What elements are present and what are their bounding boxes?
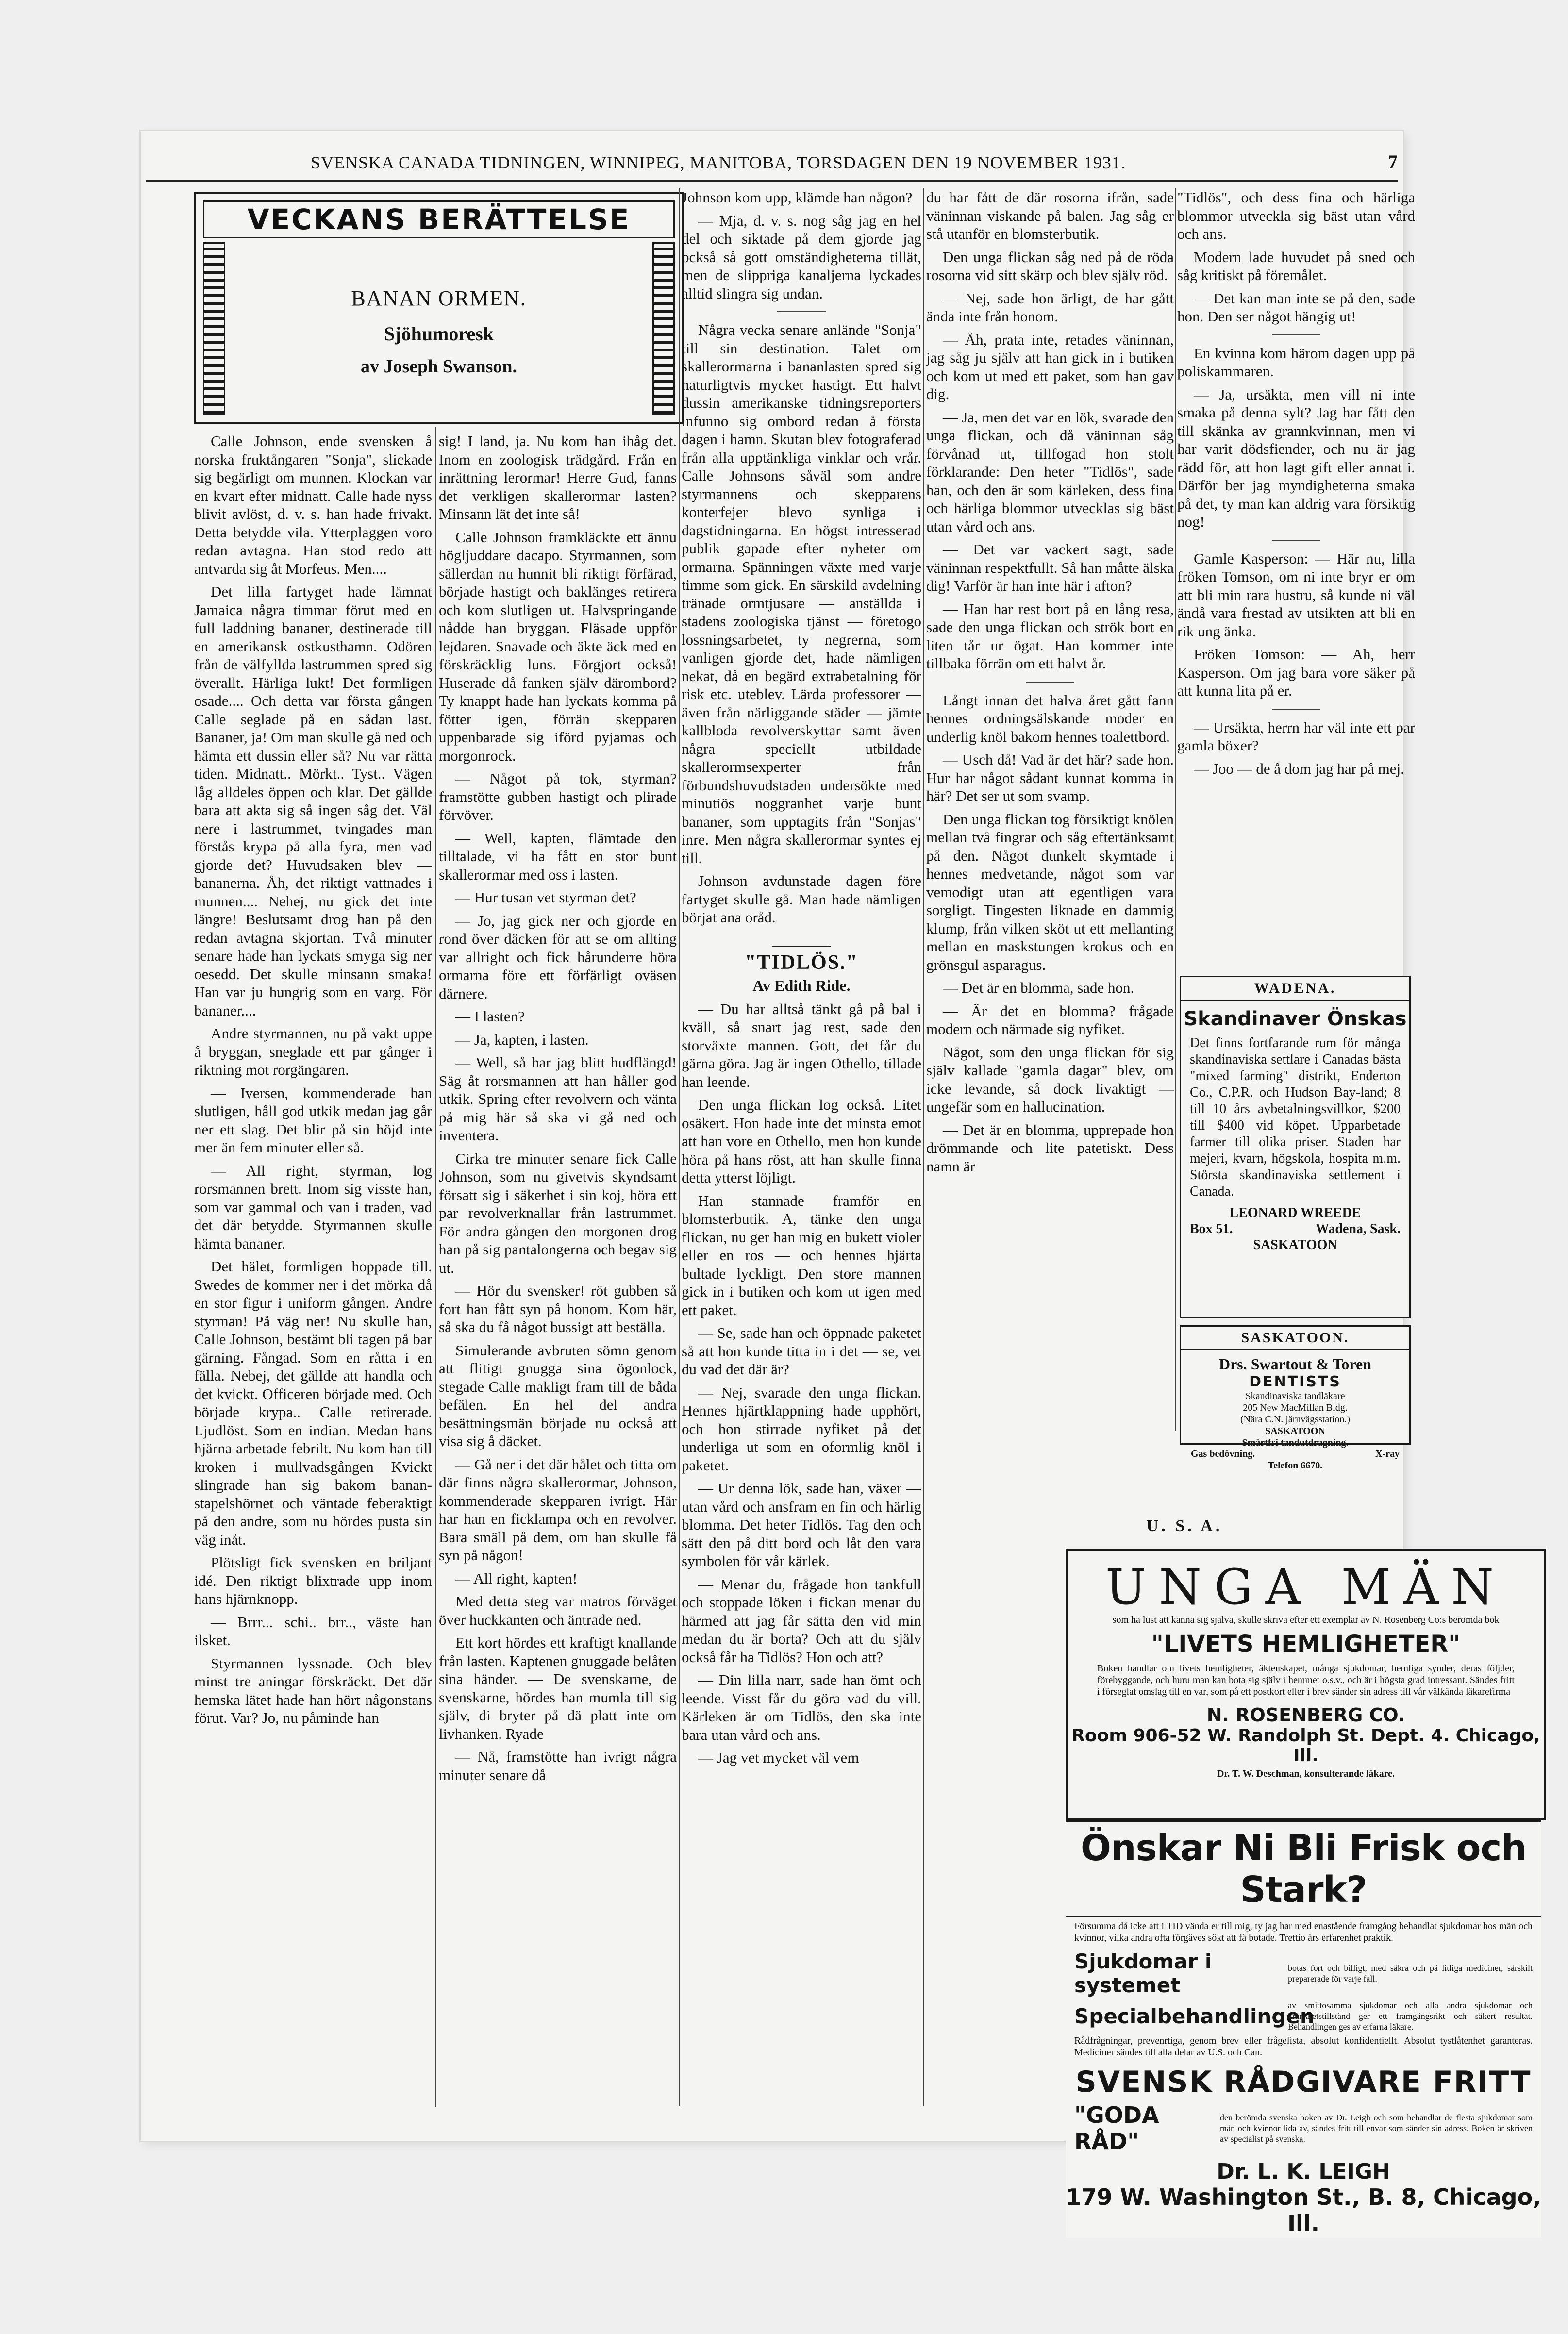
ad-split-row [1066, 1950, 1541, 1997]
paragraph: — Åh, prata inte, retades väninnan, jag såg ju själv att han gick in i butiken och kom ut med ett paket, som han gav dig. [926, 331, 1174, 402]
story-byline: av Joseph Swanson. [360, 356, 517, 377]
paragraph: — Ja, ursäkta, men vill ni inte smaka på denna sylt? Jag har fått den till skänka av grannkvinnan, men vi har varit dödsfiender, och nu är jag rädd för, att hon lagt gift eller annat i. Därför ber jag myndigheterna smaka på det, ty man kan aldrig vara försiktig nog! [1177, 385, 1415, 530]
ad-city: SASKATOON [1265, 1426, 1325, 1436]
newspaper-page [141, 131, 1541, 2236]
paragraph: — Well, kapten, flämtade den tilltalade, vi ha fått en stor bunt skallerormar med oss i lasten. [439, 829, 677, 883]
paragraph: — Hur tusan vet styrman det? [455, 889, 636, 906]
paragraph: — Nej, svarade den unga flickan. Hennes hjärtklappning hade upphört, och hon stirrade nyfiket på det underliga ut som en oformlig knöl i paketet. [682, 1384, 921, 1474]
ad-subtext: av smittosamma sjukdomar och alla andra sjukdomar och krankhetstillstånd ger ett framgångsrikt och säkert resultat. Behandlingen ges av erfarna läkare. [1288, 2001, 1533, 2032]
ad-line: (Nära C.N. järnvägsstation.) [1240, 1414, 1351, 1425]
paragraph: — Gå ner i det där hålet och titta om där finns några skallerormar, Johnson, kommenderade skepparen ivrigt. Här har han en ficklampa och en revolver. Bara smäll på dem, om han skulle få syn på någon! [439, 1455, 677, 1564]
paragraph: — Du har alltså tänkt gå på bal i kväll, så snart jag rest, sade den storväxte mannen. Gott, det får du gärna göra. Jag är ingen Othello, tillade han leende. [682, 1000, 921, 1090]
paragraph: — Är det en blomma? frågade modern och närmade sig nyfiket. [926, 1002, 1174, 1037]
health-ad [1066, 1820, 1541, 2238]
paragraph: Ett kort hördes ett kraftigt knallande från lasten. Kaptenen gnuggade belåten sina händer. — De svenskarne, de svenskarne, hördes han mumla till sig själv, di bryter på dä platt inte om livhanken. Ryade [439, 1634, 677, 1742]
section-break [1026, 682, 1074, 683]
paragraph: — Det är en blomma, sade hon. [943, 979, 1134, 996]
ad-line: X-ray [1375, 1449, 1400, 1459]
paragraph: du har fått de där rosorna ifrån, sade väninnan viskande på balen. Jag såg er stå utanför en blomsterbutik. [926, 189, 1174, 242]
ad-address: Room 906-52 W. Randolph St. Dept. 4. Chicago, Ill. [1071, 1726, 1540, 1766]
column-divider [679, 188, 680, 2106]
usa-heading: U. S. A. [1146, 1517, 1223, 1535]
paragraph: "Tidlös", och dess fina och härliga blommor utveckla sig bäst utan vård och ans. [1177, 189, 1415, 242]
paragraph: — I lasten? [455, 1008, 525, 1025]
paragraph: — All right, styrman, log rorsmannen brett. Inom sig visste han, som var gammal och van i traden, vad det där betydde. Styrmannen skulle hämta bananer. [194, 1162, 432, 1252]
ad-svensk-heading: SVENSK RÅDGIVARE FRITT [1075, 2065, 1532, 2099]
paragraph: Den unga flickan log också. Litet osäkert. Hon hade inte det minsta emot att han vore en Othello, men hon kunde höra på hans röst, att han skulle finna detta ytterst löjligt. [682, 1096, 921, 1186]
ad-intro: som ha lust att känna sig själva, skulle skriva efter ett exemplar av N. Rosenberg Co:s berömda bok [1112, 1615, 1500, 1625]
paragraph: Calle Johnson, ende svensken å norska fruktångaren "Sonja", slickade sig begärligt om munnen. Klockan var en kvart efter midnatt. Calle hade nyss blivit avlöst, d. v. s. han hade frivakt. Detta betydde vila. Ytterplaggen voro redan avtagna. Han stod redo att antvarda sig åt Morfeus. Men.... [194, 433, 432, 577]
paragraph: Simulerande avbruten sömn genom att flitigt gnugga sina ögonlock, stegade Calle makligt fram till de båda befälen. En hel del andra besättningsmän började nu också att visa sig å däcket. [439, 1341, 677, 1450]
ad-signature-row [1181, 1221, 1409, 1237]
paragraph: — Ur denna lök, sade han, växer — utan vård och ansfram en fin och härlig blomma. Det heter Tidlös. Tag den och sätt den på ditt bord och låt den vara symbolen för vår kärlek. [682, 1480, 921, 1569]
paragraph: — Det var vackert sagt, sade väninnan respektfullt. Så han måtte älska dig! Varför är han inte här i afton? [926, 541, 1174, 594]
ad-row [1181, 1449, 1409, 1460]
paragraph: — Något på tok, styrman? framstötte gubben hastigt och plirade förvöver. [439, 770, 677, 823]
dentists-ad [1180, 1325, 1411, 1471]
paragraph: Den unga flickan såg ned på de röda rosorna vid sitt skärp och blev själv röd. [926, 248, 1174, 283]
paragraph: — Hör du svensker! röt gubben så fort han fått syn på honom. Kom här, så ska du få något bussigt att beställa. [439, 1282, 677, 1335]
ad-subhead: Specialbehandlingen [1074, 2004, 1315, 2028]
paragraph: — Brrr... schi.. brr.., väste han ilsket. [194, 1613, 432, 1649]
header-rule [146, 180, 1398, 182]
ad-body: Boken handlar om livets hemligheter, äktenskapet, många sjukdomar, hemliga synder, deras följder, förebyggande, och huru man kan bota sig själv i hemmet o.s.v., och är i högsta grad intressant. Sändes fritt i förseglat omslag till en var, som på ett postkort eller i brev sänder sin adress till vår välkända läkarefirma [1097, 1663, 1515, 1697]
ad-address: 179 W. Washington St., B. 8, Chicago, Ill. [1066, 2184, 1541, 2236]
right-ornament [652, 242, 675, 415]
story-title: BANAN ORMEN. [351, 286, 527, 310]
paragraph: — All right, kapten! [455, 1569, 578, 1587]
paragraph: Johnson kom upp, klämde han någon? [682, 189, 913, 206]
paragraph: Fröken Tomson: — Ah, herr Kasperson. Om jag bara vore säker på att kunna lita på er. [1177, 646, 1415, 699]
ad-subtext: botas fort och billigt, med säkra och på litliga mediciner, särskilt preparerade för varje fall. [1288, 1963, 1533, 1984]
story-subtitle: Sjöhumoresk [384, 323, 494, 345]
paragraph: — Well, så har jag blitt hudflängd! Säg åt rorsmannen att han håller god utkik. Spring efter revolvern och vänta på mig här så ska vi gå ned och inventera. [439, 1054, 677, 1144]
ad-box: Box 51. [1190, 1221, 1233, 1236]
story-title-box [194, 192, 684, 424]
section-break [1272, 540, 1320, 541]
column-divider [1175, 188, 1176, 1431]
heading-rule [772, 946, 831, 947]
paragraph: Calle Johnson framkläckte ett ännu högljuddare dacapo. Styrmannen, som sällerdan nu hunnit bli riktigt förfärad, började hastigt och baklänges retirera och kom slutligen ut. Halvspringande nådde han bryggan. Fläsade uppför lejdaren. Snavade och äkte äck med en förskräcklig luns. Förgjort också! Huserade då fanken själv därombord? Ty knappt hade han lyckats komma på fötter igen, förrän skepparen uppenbarade sig iförd pyjamas och morgonrock. [439, 528, 677, 764]
paragraph: — Ursäkta, herrn har väl inte ett par gamla böxer? [1177, 718, 1415, 754]
paragraph: Den unga flickan tog försiktigt knölen mellan två fingrar och såg eftertänksamt på den. Något dunkelt skymtade i hennes medvetande, något som var vemodigt utan att egentligen vara sorgligt. Tingesten liknade en dammig klump, från vilken sköt ut ett mellanting mellan en maskstungen krokus och en grönsgul asparagus. [926, 810, 1174, 973]
paragraph: Cirka tre minuter senare fick Calle Johnson, som nu givetvis skyndsamt försatt sig i säkerhet i sin koj, höra ett par revolverknallar från lastrummet. För andra gången den morgonen drog han på sig pantalongerna och begav sig ut. [439, 1150, 677, 1276]
article-column-1 [194, 432, 432, 2107]
ad-signature-name: LEONARD WREEDE [1229, 1205, 1361, 1220]
ad-name: Drs. Swartout & Toren [1218, 1355, 1372, 1373]
paragraph: — Menar du, frågade hon tankfull och stoppade löken i fickan menar du härmed att jag får sätta den vid min medan du är borta? Och att du själv också får ha Tidlös? Hon och att? [682, 1575, 921, 1666]
unga-man-ad [1066, 1549, 1546, 1820]
ad-body: Det finns fortfarande rum för många skandinaviska settlare i Canadas bästa "mixed farming" distrikt, Enderton Co., C.P.R. och Hudson Bay-land; 8 till 10 års avbetalningsvillkor, $200 till $400 vid köpet. Upparbetade farmer till olika priser. Staden har mejeri, kvarn, högskola, hospita m.m. Största skandinaviska settlement i Canada. [1190, 1035, 1401, 1199]
ad-company: N. ROSENBERG CO. [1206, 1704, 1405, 1726]
paragraph: Något, som den unga flickan för sig själv kallade "gamla dagar" blev, om icke levande, så dock livaktigt — ungefär som en hallucination. [926, 1043, 1174, 1115]
article-column-5 [1177, 188, 1415, 965]
ad-doctor: Dr. L. K. LEIGH [1217, 2159, 1390, 2184]
ad-big-title: UNGA MÄN [1105, 1559, 1506, 1616]
ad-phone: Telefon 6670. [1268, 1460, 1323, 1471]
paragraph: — Ja, kapten, i lasten. [455, 1031, 589, 1048]
story2-byline: Av Edith Ride. [752, 977, 851, 994]
paragraph: — Nej, sade hon ärligt, de har gått ända inte från honom. [926, 289, 1174, 325]
title-block [225, 252, 652, 377]
story2-title: "TIDLÖS." [745, 951, 858, 974]
paragraph: Med detta steg var matros förväget över huckkanten och äntrade ned. [439, 1593, 677, 1628]
running-title: SVENSKA CANADA TIDNINGEN, WINNIPEG, MANITOBA, TORSDAGEN DEN 19 NOVEMBER 1931. [311, 153, 1126, 172]
paragraph: Modern lade huvudet på sned och såg kritiskt på föremålet. [1177, 248, 1415, 283]
ad-headline: Skandinaver Önskas [1184, 1008, 1407, 1030]
paragraph: Långt innan det halva året gått fann hennes ordningsälskande moder en underlig knöl bakom hennes toalettbord. [926, 691, 1174, 745]
ad-line: Smärtfri tandutdragning. [1242, 1437, 1349, 1448]
section-break [1272, 709, 1320, 710]
paragraph: Han stannade framför en blomsterbutik. A, tänke den unga flickan, nu ger han mig en bukett violer eller en ros — och hennes hjärta bultade lyckligt. Den store mannen gick in i butiken och kom ut igen med ett paket. [682, 1192, 921, 1318]
ad-body: Rådfrågningar, prevenrtiga, genom brev eller frågelista, absolut konfidentiellt. Absolut tystlåtenhet garanteras. Mediciner sändes till alla delar av U.S. och Can. [1074, 2035, 1533, 2058]
ad-dentists: DENTISTS [1249, 1373, 1341, 1390]
ad-book-title: "LIVETS HEMLIGHETER" [1151, 1631, 1461, 1658]
ad-body: Försummа då icke att i TID vända er till mig, ty jag har med enastående framgång behandlat sjukdomar hos män och kvinnor, vilka andra ofta förgäves sökt att få botade. Trettio års erfarenhet praktik. [1074, 1921, 1533, 1943]
section-break [1272, 334, 1320, 335]
paragraph: — Jag vet mycket väl vem [698, 1749, 859, 1766]
wadena-ad [1180, 976, 1411, 1318]
page-number: 7 [1388, 151, 1398, 173]
ad-city: SASKATOON [1253, 1237, 1337, 1252]
section-break [777, 311, 826, 312]
ad-line: Skandinaviska tandläkare [1245, 1391, 1345, 1401]
paragraph: Gamle Kasperson: — Här nu, lilla fröken Tomson, om ni inte bryr er om att bli min rara hustru, så kunde ni väl ändå vara frestad av utsikten att bli en rik ung änka. [1177, 550, 1415, 640]
ad-band: WADENA. [1181, 977, 1409, 1001]
paragraph: — Se, sade han och öppnade paketet så att hon kunde titta in i det — se, vet du vad det där är? [682, 1324, 921, 1378]
paragraph: — Nå, framstötte han ivrigt några minuter senare då [439, 1748, 677, 1784]
article-column-4 [926, 188, 1174, 1373]
paragraph: Plötsligt fick svensken en briljant idé. Den riktigt blixtrade upp inom hans hjärnknopp. [194, 1554, 432, 1607]
ad-headline: Önskar Ni Bli Frisk och Stark? [1066, 1820, 1541, 1917]
paragraph: Det hälet, formligen hoppade till. Swedes de kommer ner i det mörka då en stor figur i uniform gången. Andre styrman! På väg ner! Nu skulle han, Calle Johnson, bestämt bli tagen på bar gärning. Fångad. Som en råtta i en fälla. Nebej, det gällde att handla och det kvickt. Officeren började med. Och började krypa.. Calle retirerade. Ljudlöst. Som en indian. Medan hans hjärna arbetade febrilt. Nu kom han till kroken i mullvadsgången Kvickt slingrade han sig bakom bananstapelshörnet och väntade feberaktigt på den andre, som nu hördes pusta sin väg inåt. [194, 1258, 432, 1548]
ad-split-row [1066, 2000, 1541, 2032]
paragraph: — Iversen, kommenderade han slutligen, håll god utkik medan jag går ner ett slag. Det blir på sin höjd inte mer än fem minuter eller så. [194, 1084, 432, 1156]
paragraph: Andre styrmannen, nu på vakt uppe å bryggan, sneglade ett par gånger i riktning mot rorgängaren. [194, 1025, 432, 1078]
paragraph: — Han har rest bort på en lång resa, sade den unga flickan och strök bort en liten tår ur ögat. Han kommer inte tillbaka förrän om ett halvt år. [926, 600, 1174, 672]
paragraph: — Det kan man inte se på den, sade hon. Den ser något hängig ut! [1177, 289, 1415, 325]
paragraph: En kvinna kom härom dagen upp på poliskammaren. [1177, 344, 1415, 380]
paragraph: — Jo, jag gick ner och gjorde en rond över däcken för att se om allting var allright och fick hårunderre höra ormarna före ett förfärligt oväsen därnere. [439, 912, 677, 1002]
ad-subhead: Sjukdomar i systemet [1074, 1950, 1212, 1997]
left-ornament [203, 242, 225, 415]
paragraph: Några vecka senare anlände "Sonja" till sin destination. Talet om skallerormarna i bananlasten spred sig naturligtvis mycket hastigt. Ett halvt dussin amerikanske tidningsreporters infunno sig ombord redan å första dagen i hamn. Skutan blev fotograferad från alla upptänkliga vinklar och vrår. Calle Johnsons såväl som andre styrmannens och skepparens konterfejer blevo synliga i dagstidningarna. En högst intresserad publik gapade efter nyheter om ormarna. Spänningen växte med varje timme som gick. En särskild avdelning tränade ormtjusare — anställda i stadens zoologiska tjänst — företogo lossningsarbetet, ty negrerna, som vanligen gjorde det, hade nämligen nekat, då en begärd extrabetalning för risk etc. uteblev. Lärda professorer — även från närliggande städer — jämte kallbloda revolverskyttar samt även några speciellt utbildade skallerormsexperter från förbundshuvudstaden undersökte med minutiös noggranhet varje bunt bananer, som upptagits från "Sonjas" inre. Men några skallerormar syntes ej till. [682, 321, 921, 867]
story2-heading [682, 946, 921, 995]
ad-place: Wadena, Sask. [1315, 1221, 1401, 1236]
paragraph: — Ja, men det var en lök, svarade den unga flickan, och då väninnan såg förvånad ut, tillfogad hon stolt förklarande: Den heter "Tidlös", sade han, och den är som kärleken, dess fina och härliga blommor utvecklas sig bäst utan vård och ans. [926, 408, 1174, 535]
column-divider [435, 427, 436, 2107]
section-banner: VECKANS BERÄTTELSE [203, 200, 675, 238]
paragraph: — Det är en blomma, upprepade hon drömmande och lite patetiskt. Dess namn är [926, 1121, 1174, 1175]
ad-line: Gas bedövning. [1191, 1449, 1255, 1459]
ad-goda-rad: "GODA RÅD" [1074, 2102, 1159, 2154]
paragraph: Styrmannen lyssnade. Och blev minst tre aningar förskräckt. Det där hemska lätet hade han hört någonstans förut. Var? Jo, nu påminde han [194, 1654, 432, 1726]
ad-band: SASKATOON. [1181, 1327, 1409, 1350]
paragraph: sig! I land, ja. Nu kom han ihåg det. Inom en zoologisk trädgård. Från en inrättning lerormar! Herre Gud, fanns det verkligen skallerormar lasten? Minsann lät det inte så! [439, 433, 677, 522]
paragraph: — Usch då! Vad är det här? sade hon. Hur har något sådant kunnat komma in här? Det ser ut som svamp. [926, 751, 1174, 804]
ad-line: 205 New MacMillan Bldg. [1243, 1402, 1348, 1413]
paragraph: — Joo — de å dom jag har på mej. [1194, 760, 1404, 777]
ad-subtext: den berömda svenska boken av Dr. Leigh och som behandlar de flesta sjukdomar som män och kvinnor lida av, sändes fritt till envar som sänder sin adress. Boken är skriven av specialist på svenska. [1220, 2113, 1533, 2144]
running-header [146, 150, 1398, 173]
article-column-2 [439, 432, 677, 2107]
paragraph: — Mja, d. v. s. nog såg jag en hel del och siktade på dem gjorde jag också så gott omständigheterna tillät, men de slippriga kanaljerna lyckades alltid slingra sig undan. [682, 212, 921, 302]
article-column-3 [682, 188, 921, 2106]
paragraph: Det lilla fartyget hade lämnat Jamaica några timmar förut med en full laddning bananer, destinerade till en amerikansk ostkusthamn. Odören från de välfyllda lastrummen spred sig överallt. Härliga lukt! Det formligen osade.... Och detta var första gången Calle seglade på en sådan last. Bananer, ja! Om man skulle gå ned och hämta ett dussin eller så? Nu var rätta tiden. Midnatt.. Mörkt.. Tyst.. Vägen låg alldeles öppen och klar. Det gällde bara att akta sig så ingen såg det. Väl nere i lastrummet, tvingades man förstås krypa på alla fyra, men vad gjorde det? Huvudsaken blev — bananerna. Åh, det riktigt vattnades i munnen.... Nehej, nu gick det inte längre! Beslutsamt drog han på den redan avtagna skjortan. Två minuter senare hade han lyckats smyga sig ner oesedd. Det skulle minsann smaka! Han var ju hungrig som en varg. För bananer.... [194, 583, 432, 1019]
ad-doctor: Dr. T. W. Deschman, konsulterande läkare. [1217, 1768, 1395, 1779]
ad-split-row [1066, 2102, 1541, 2154]
column-divider [923, 188, 924, 2106]
paragraph: — Din lilla narr, sade han ömt och leende. Visst får du göra vad du vill. Kärleken är om Tidlös, den ska inte bara utan vård och ans. [682, 1671, 921, 1743]
paragraph: Johnson avdunstade dagen före fartyget skulle gå. Man hade nämligen börjat ana oråd. [682, 872, 921, 926]
